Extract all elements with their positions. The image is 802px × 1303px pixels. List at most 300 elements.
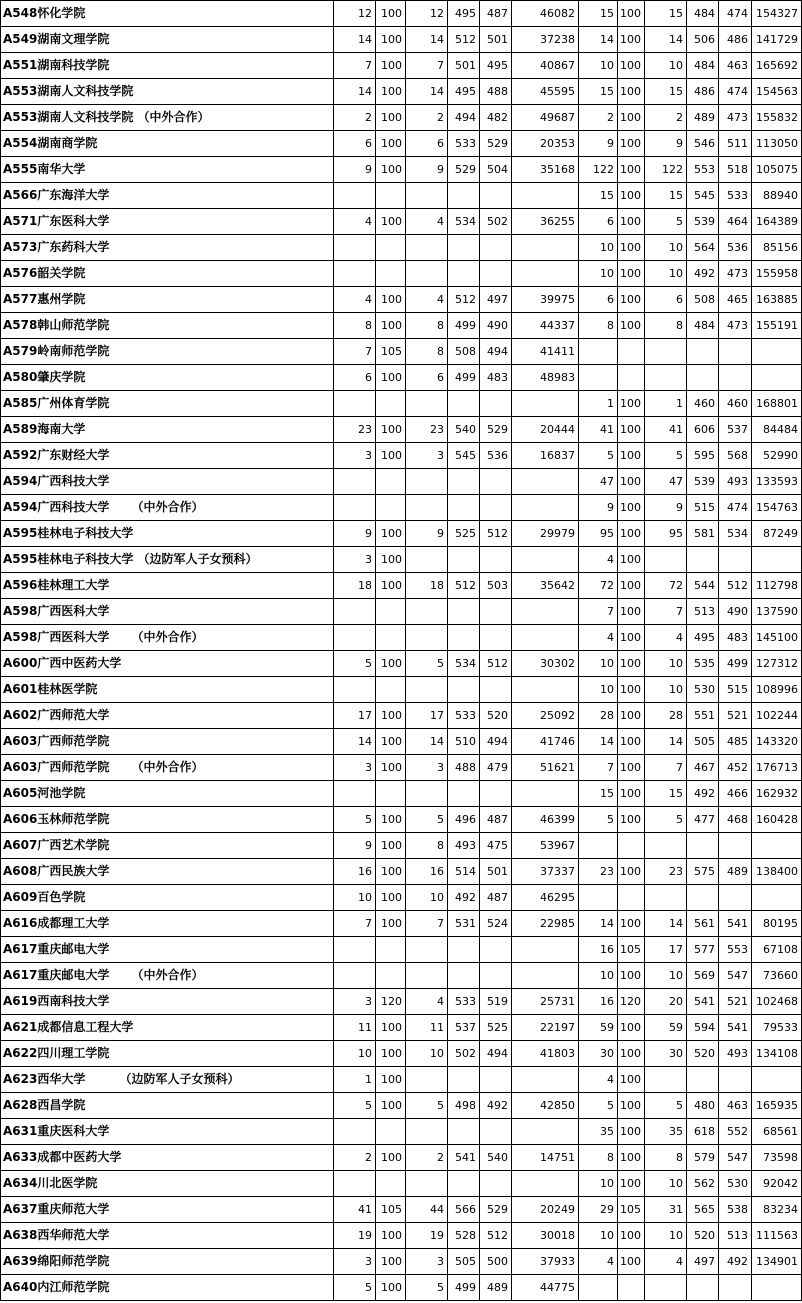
value-cell: 1 bbox=[334, 1067, 376, 1093]
value-cell: 8 bbox=[406, 833, 448, 859]
value-cell bbox=[645, 547, 687, 573]
value-cell: 112798 bbox=[752, 573, 802, 599]
value-cell: 113050 bbox=[752, 131, 802, 157]
value-cell: 100 bbox=[618, 755, 645, 781]
value-cell: 499 bbox=[448, 365, 480, 391]
value-cell: 8 bbox=[645, 313, 687, 339]
value-cell: 493 bbox=[448, 833, 480, 859]
value-cell bbox=[618, 1275, 645, 1301]
value-cell: 9 bbox=[645, 495, 687, 521]
value-cell: 120 bbox=[376, 989, 406, 1015]
school-name-cell: A553湖南人文科技学院 （中外合作） bbox=[1, 105, 334, 131]
value-cell: 100 bbox=[376, 287, 406, 313]
value-cell: 480 bbox=[687, 1093, 719, 1119]
value-cell bbox=[480, 625, 512, 651]
value-cell: 12 bbox=[406, 1, 448, 27]
value-cell: 452 bbox=[719, 755, 752, 781]
value-cell: 37238 bbox=[512, 27, 579, 53]
value-cell bbox=[406, 625, 448, 651]
value-cell: 545 bbox=[448, 443, 480, 469]
value-cell: 499 bbox=[448, 1275, 480, 1301]
value-cell: 105075 bbox=[752, 157, 802, 183]
value-cell: 52990 bbox=[752, 443, 802, 469]
value-cell: 5 bbox=[579, 1093, 618, 1119]
value-cell: 539 bbox=[687, 469, 719, 495]
value-cell: 512 bbox=[719, 573, 752, 599]
table-row bbox=[1, 27, 802, 53]
value-cell: 59 bbox=[645, 1015, 687, 1041]
table-row bbox=[1, 339, 802, 365]
value-cell: 100 bbox=[618, 1171, 645, 1197]
value-cell: 108996 bbox=[752, 677, 802, 703]
value-cell: 53967 bbox=[512, 833, 579, 859]
value-cell: 564 bbox=[687, 235, 719, 261]
value-cell: 19 bbox=[334, 1223, 376, 1249]
value-cell: 520 bbox=[687, 1223, 719, 1249]
value-cell: 15 bbox=[579, 79, 618, 105]
value-cell: 553 bbox=[719, 937, 752, 963]
value-cell: 155191 bbox=[752, 313, 802, 339]
value-cell: 100 bbox=[618, 1223, 645, 1249]
value-cell: 23 bbox=[579, 859, 618, 885]
value-cell bbox=[334, 261, 376, 287]
value-cell: 2 bbox=[579, 105, 618, 131]
table-row bbox=[1, 1015, 802, 1041]
value-cell bbox=[512, 547, 579, 573]
value-cell bbox=[719, 1067, 752, 1093]
value-cell: 535 bbox=[687, 651, 719, 677]
value-cell: 100 bbox=[618, 807, 645, 833]
value-cell: 9 bbox=[645, 131, 687, 157]
value-cell bbox=[719, 547, 752, 573]
table-body bbox=[1, 1, 802, 1301]
value-cell: 606 bbox=[687, 417, 719, 443]
value-cell bbox=[376, 469, 406, 495]
value-cell: 30018 bbox=[512, 1223, 579, 1249]
value-cell bbox=[687, 885, 719, 911]
value-cell: 47 bbox=[579, 469, 618, 495]
value-cell: 14 bbox=[579, 729, 618, 755]
value-cell: 9 bbox=[406, 157, 448, 183]
value-cell bbox=[480, 391, 512, 417]
school-name-cell: A637重庆师范大学 bbox=[1, 1197, 334, 1223]
value-cell: 100 bbox=[618, 313, 645, 339]
value-cell: 519 bbox=[480, 989, 512, 1015]
value-cell: 9 bbox=[334, 833, 376, 859]
value-cell: 100 bbox=[618, 79, 645, 105]
table-row bbox=[1, 469, 802, 495]
value-cell: 529 bbox=[480, 417, 512, 443]
value-cell bbox=[512, 963, 579, 989]
school-name-cell: A609百色学院 bbox=[1, 885, 334, 911]
value-cell: 15 bbox=[645, 183, 687, 209]
value-cell bbox=[579, 365, 618, 391]
value-cell bbox=[480, 963, 512, 989]
value-cell: 134108 bbox=[752, 1041, 802, 1067]
school-name-cell: A623西华大学 （边防军人子女预科） bbox=[1, 1067, 334, 1093]
value-cell: 561 bbox=[687, 911, 719, 937]
value-cell: 501 bbox=[480, 27, 512, 53]
value-cell bbox=[334, 781, 376, 807]
school-name-cell: A553湖南人文科技学院 bbox=[1, 79, 334, 105]
value-cell: 100 bbox=[376, 755, 406, 781]
value-cell: 48983 bbox=[512, 365, 579, 391]
value-cell: 479 bbox=[480, 755, 512, 781]
value-cell: 495 bbox=[448, 79, 480, 105]
value-cell bbox=[376, 1119, 406, 1145]
value-cell: 2 bbox=[334, 105, 376, 131]
value-cell: 4 bbox=[406, 209, 448, 235]
value-cell bbox=[480, 677, 512, 703]
value-cell bbox=[645, 339, 687, 365]
value-cell bbox=[645, 365, 687, 391]
value-cell bbox=[719, 885, 752, 911]
value-cell: 100 bbox=[618, 443, 645, 469]
value-cell: 5 bbox=[645, 1093, 687, 1119]
value-cell: 533 bbox=[448, 703, 480, 729]
value-cell bbox=[448, 1171, 480, 1197]
value-cell: 14 bbox=[645, 27, 687, 53]
value-cell: 503 bbox=[480, 573, 512, 599]
value-cell bbox=[334, 963, 376, 989]
value-cell: 10 bbox=[406, 1041, 448, 1067]
value-cell: 487 bbox=[480, 807, 512, 833]
value-cell bbox=[512, 1119, 579, 1145]
value-cell: 79533 bbox=[752, 1015, 802, 1041]
value-cell bbox=[448, 1067, 480, 1093]
value-cell: 100 bbox=[376, 859, 406, 885]
value-cell bbox=[334, 495, 376, 521]
value-cell: 44337 bbox=[512, 313, 579, 339]
value-cell: 475 bbox=[480, 833, 512, 859]
school-name-cell: A598广西医科大学 bbox=[1, 599, 334, 625]
value-cell: 35642 bbox=[512, 573, 579, 599]
value-cell: 138400 bbox=[752, 859, 802, 885]
value-cell bbox=[334, 183, 376, 209]
value-cell: 7 bbox=[406, 911, 448, 937]
table-row bbox=[1, 573, 802, 599]
value-cell: 22197 bbox=[512, 1015, 579, 1041]
value-cell: 566 bbox=[448, 1197, 480, 1223]
school-name-cell: A633成都中医药大学 bbox=[1, 1145, 334, 1171]
school-name-cell: A638西华师范大学 bbox=[1, 1223, 334, 1249]
value-cell: 504 bbox=[480, 157, 512, 183]
value-cell: 100 bbox=[618, 417, 645, 443]
value-cell: 5 bbox=[579, 807, 618, 833]
value-cell: 7 bbox=[334, 911, 376, 937]
school-name-cell: A566广东海洋大学 bbox=[1, 183, 334, 209]
value-cell: 5 bbox=[645, 807, 687, 833]
value-cell bbox=[334, 599, 376, 625]
value-cell: 14 bbox=[579, 911, 618, 937]
value-cell: 536 bbox=[719, 235, 752, 261]
value-cell: 8 bbox=[334, 313, 376, 339]
value-cell bbox=[406, 1171, 448, 1197]
value-cell bbox=[512, 937, 579, 963]
value-cell: 100 bbox=[618, 677, 645, 703]
value-cell: 100 bbox=[376, 885, 406, 911]
value-cell: 520 bbox=[480, 703, 512, 729]
value-cell: 547 bbox=[719, 1145, 752, 1171]
value-cell: 4 bbox=[645, 1249, 687, 1275]
value-cell: 100 bbox=[618, 27, 645, 53]
table-row bbox=[1, 1093, 802, 1119]
value-cell: 59 bbox=[579, 1015, 618, 1041]
value-cell: 6 bbox=[406, 131, 448, 157]
value-cell bbox=[406, 391, 448, 417]
value-cell: 581 bbox=[687, 521, 719, 547]
value-cell: 100 bbox=[376, 807, 406, 833]
table-row bbox=[1, 651, 802, 677]
value-cell: 2 bbox=[645, 105, 687, 131]
school-name-cell: A617重庆邮电大学 bbox=[1, 937, 334, 963]
value-cell: 533 bbox=[448, 989, 480, 1015]
value-cell: 483 bbox=[719, 625, 752, 651]
value-cell: 525 bbox=[448, 521, 480, 547]
value-cell: 520 bbox=[687, 1041, 719, 1067]
value-cell bbox=[512, 183, 579, 209]
value-cell: 463 bbox=[719, 1093, 752, 1119]
value-cell: 14 bbox=[645, 729, 687, 755]
value-cell: 15 bbox=[579, 1, 618, 27]
value-cell: 521 bbox=[719, 989, 752, 1015]
value-cell: 100 bbox=[618, 183, 645, 209]
value-cell: 73660 bbox=[752, 963, 802, 989]
value-cell: 100 bbox=[618, 1041, 645, 1067]
value-cell: 100 bbox=[618, 1015, 645, 1041]
value-cell: 85156 bbox=[752, 235, 802, 261]
value-cell: 35 bbox=[579, 1119, 618, 1145]
value-cell: 100 bbox=[376, 547, 406, 573]
value-cell bbox=[376, 261, 406, 287]
value-cell bbox=[719, 1275, 752, 1301]
table-row bbox=[1, 1041, 802, 1067]
value-cell: 494 bbox=[480, 339, 512, 365]
value-cell: 46082 bbox=[512, 1, 579, 27]
value-cell: 14 bbox=[406, 729, 448, 755]
value-cell: 3 bbox=[406, 1249, 448, 1275]
value-cell bbox=[512, 391, 579, 417]
value-cell: 100 bbox=[618, 105, 645, 131]
value-cell: 468 bbox=[719, 807, 752, 833]
value-cell: 5 bbox=[334, 1093, 376, 1119]
table-row bbox=[1, 1067, 802, 1093]
value-cell bbox=[752, 885, 802, 911]
school-name-cell: A639绵阳师范学院 bbox=[1, 1249, 334, 1275]
value-cell: 10 bbox=[645, 1171, 687, 1197]
value-cell: 7 bbox=[406, 53, 448, 79]
value-cell: 100 bbox=[376, 729, 406, 755]
value-cell: 5 bbox=[334, 1275, 376, 1301]
value-cell: 5 bbox=[406, 1093, 448, 1119]
value-cell bbox=[376, 937, 406, 963]
value-cell: 100 bbox=[618, 235, 645, 261]
value-cell: 100 bbox=[618, 521, 645, 547]
value-cell: 541 bbox=[448, 1145, 480, 1171]
school-name-cell: A573广东药科大学 bbox=[1, 235, 334, 261]
value-cell bbox=[687, 833, 719, 859]
value-cell bbox=[406, 677, 448, 703]
value-cell: 10 bbox=[645, 651, 687, 677]
value-cell bbox=[406, 495, 448, 521]
value-cell: 15 bbox=[579, 183, 618, 209]
value-cell bbox=[448, 963, 480, 989]
value-cell: 100 bbox=[376, 703, 406, 729]
school-name-cell: A622四川理工学院 bbox=[1, 1041, 334, 1067]
value-cell: 15 bbox=[645, 79, 687, 105]
table-row bbox=[1, 417, 802, 443]
value-cell: 525 bbox=[480, 1015, 512, 1041]
value-cell: 4 bbox=[406, 287, 448, 313]
table-row bbox=[1, 261, 802, 287]
value-cell: 14751 bbox=[512, 1145, 579, 1171]
value-cell bbox=[579, 885, 618, 911]
value-cell: 464 bbox=[719, 209, 752, 235]
value-cell: 17 bbox=[334, 703, 376, 729]
value-cell: 512 bbox=[480, 651, 512, 677]
school-name-cell: A578韩山师范学院 bbox=[1, 313, 334, 339]
value-cell: 41803 bbox=[512, 1041, 579, 1067]
school-name-cell: A594广西科技大学 bbox=[1, 469, 334, 495]
value-cell: 545 bbox=[687, 183, 719, 209]
value-cell: 100 bbox=[376, 157, 406, 183]
value-cell bbox=[645, 885, 687, 911]
value-cell: 497 bbox=[480, 287, 512, 313]
value-cell: 100 bbox=[376, 79, 406, 105]
value-cell: 497 bbox=[687, 1249, 719, 1275]
value-cell: 14 bbox=[406, 79, 448, 105]
value-cell: 12 bbox=[334, 1, 376, 27]
value-cell bbox=[579, 1275, 618, 1301]
value-cell: 10 bbox=[579, 235, 618, 261]
value-cell: 100 bbox=[618, 703, 645, 729]
value-cell: 492 bbox=[719, 1249, 752, 1275]
value-cell: 6 bbox=[645, 287, 687, 313]
school-name-cell: A595桂林电子科技大学 （边防军人子女预科） bbox=[1, 547, 334, 573]
value-cell: 508 bbox=[687, 287, 719, 313]
value-cell: 155832 bbox=[752, 105, 802, 131]
value-cell: 546 bbox=[687, 131, 719, 157]
value-cell bbox=[512, 235, 579, 261]
value-cell: 5 bbox=[645, 443, 687, 469]
school-name-cell: A549湖南文理学院 bbox=[1, 27, 334, 53]
value-cell: 7 bbox=[579, 755, 618, 781]
value-cell: 473 bbox=[719, 261, 752, 287]
value-cell: 510 bbox=[448, 729, 480, 755]
value-cell: 492 bbox=[687, 781, 719, 807]
value-cell: 6 bbox=[579, 287, 618, 313]
table-row bbox=[1, 1275, 802, 1301]
value-cell: 25731 bbox=[512, 989, 579, 1015]
value-cell: 4 bbox=[579, 1067, 618, 1093]
value-cell: 100 bbox=[618, 547, 645, 573]
value-cell bbox=[376, 963, 406, 989]
value-cell bbox=[406, 183, 448, 209]
value-cell: 41746 bbox=[512, 729, 579, 755]
value-cell: 5 bbox=[406, 807, 448, 833]
value-cell: 23 bbox=[406, 417, 448, 443]
value-cell bbox=[618, 365, 645, 391]
value-cell: 538 bbox=[719, 1197, 752, 1223]
value-cell bbox=[645, 1275, 687, 1301]
value-cell bbox=[448, 625, 480, 651]
value-cell: 6 bbox=[334, 365, 376, 391]
school-name-cell: A606玉林师范学院 bbox=[1, 807, 334, 833]
school-name-cell: A577惠州学院 bbox=[1, 287, 334, 313]
value-cell: 122 bbox=[645, 157, 687, 183]
value-cell: 141729 bbox=[752, 27, 802, 53]
school-name-cell: A600广西中医药大学 bbox=[1, 651, 334, 677]
school-name-cell: A628西昌学院 bbox=[1, 1093, 334, 1119]
value-cell: 506 bbox=[687, 27, 719, 53]
value-cell: 2 bbox=[406, 1145, 448, 1171]
school-name-cell: A603广西师范学院 bbox=[1, 729, 334, 755]
value-cell bbox=[645, 833, 687, 859]
value-cell bbox=[334, 391, 376, 417]
value-cell: 35 bbox=[645, 1119, 687, 1145]
value-cell: 44 bbox=[406, 1197, 448, 1223]
table-row bbox=[1, 209, 802, 235]
school-name-cell: A571广东医科大学 bbox=[1, 209, 334, 235]
value-cell: 595 bbox=[687, 443, 719, 469]
value-cell bbox=[687, 365, 719, 391]
value-cell: 9 bbox=[579, 131, 618, 157]
value-cell: 577 bbox=[687, 937, 719, 963]
value-cell: 528 bbox=[448, 1223, 480, 1249]
value-cell: 14 bbox=[334, 27, 376, 53]
value-cell: 100 bbox=[618, 391, 645, 417]
value-cell: 10 bbox=[579, 651, 618, 677]
value-cell: 100 bbox=[376, 417, 406, 443]
value-cell bbox=[512, 469, 579, 495]
value-cell: 575 bbox=[687, 859, 719, 885]
value-cell: 30 bbox=[645, 1041, 687, 1067]
value-cell: 512 bbox=[448, 287, 480, 313]
value-cell bbox=[406, 547, 448, 573]
value-cell: 3 bbox=[406, 755, 448, 781]
value-cell: 14 bbox=[579, 27, 618, 53]
value-cell: 467 bbox=[687, 755, 719, 781]
value-cell: 10 bbox=[645, 1223, 687, 1249]
value-cell: 22985 bbox=[512, 911, 579, 937]
value-cell: 505 bbox=[687, 729, 719, 755]
value-cell: 496 bbox=[448, 807, 480, 833]
value-cell bbox=[334, 1171, 376, 1197]
value-cell: 5 bbox=[334, 651, 376, 677]
value-cell: 534 bbox=[448, 651, 480, 677]
value-cell: 551 bbox=[687, 703, 719, 729]
value-cell: 5 bbox=[334, 807, 376, 833]
value-cell: 46295 bbox=[512, 885, 579, 911]
value-cell: 20353 bbox=[512, 131, 579, 157]
table-row bbox=[1, 729, 802, 755]
value-cell: 100 bbox=[376, 131, 406, 157]
value-cell: 20 bbox=[645, 989, 687, 1015]
value-cell: 100 bbox=[376, 365, 406, 391]
value-cell: 553 bbox=[687, 157, 719, 183]
value-cell: 133593 bbox=[752, 469, 802, 495]
table-row bbox=[1, 521, 802, 547]
value-cell: 100 bbox=[618, 729, 645, 755]
value-cell: 3 bbox=[334, 547, 376, 573]
value-cell: 15 bbox=[579, 781, 618, 807]
value-cell: 10 bbox=[579, 1223, 618, 1249]
value-cell: 100 bbox=[618, 157, 645, 183]
table-row bbox=[1, 157, 802, 183]
value-cell bbox=[448, 781, 480, 807]
value-cell: 100 bbox=[376, 443, 406, 469]
value-cell: 100 bbox=[376, 1223, 406, 1249]
